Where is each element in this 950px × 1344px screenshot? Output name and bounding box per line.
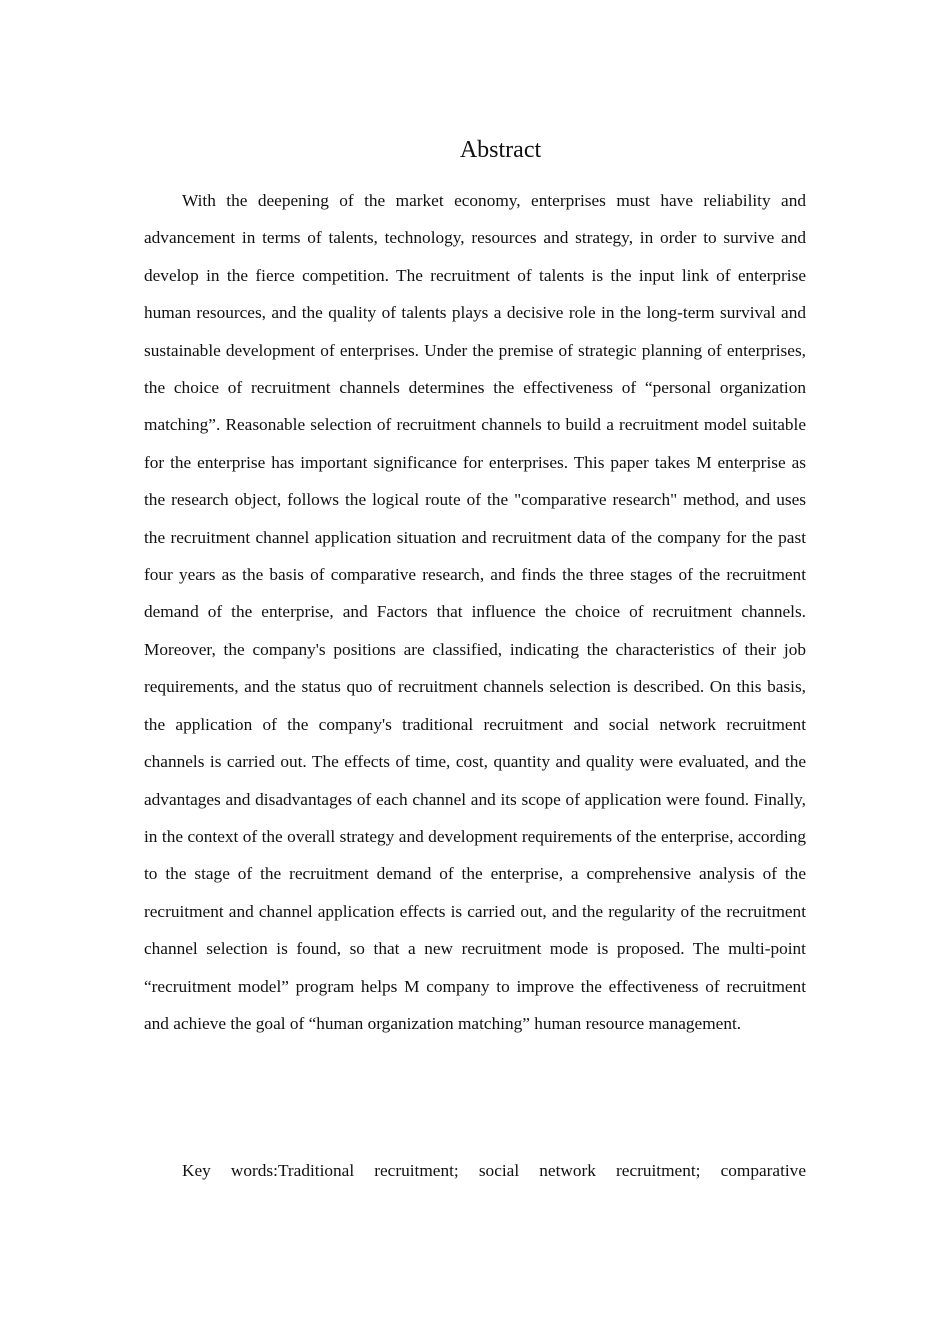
abstract-paragraph: With the deepening of the market economy, enterprises must have reliability and advancement in terms of talents, technology, resources and strategy, in order to survive and develop in the fierce competition. The recruitment of talents is the input link of enterprise human resources, and the quality of talents plays a decisive role in the long-term survival and sustainable development of enterprises. Under the premise of strategic planning of enterprises, the choice of recruitment channels determines the effectiveness of “personal organization matching”. Reasonable selection of recruitment channels to build a recruitment model suitable for the enterprise has important significance for enterprises. This paper takes M enterprise as the research object, follows the logical route of the "comparative research" method, and uses the recruitment channel application situation and recruitment data of the company for the past four years as the basis of comparative research, and finds the three stages of the recruitment demand of the enterprise, and Factors that influence the choice of recruitment channels. Moreover, the company's positions are classified, indicating the characteristics of their job requirements, and the status quo of recruitment channels selection is described. On this basis, the application of the company's traditional recruitment and social network recruitment channels is carried out. The effects of time, cost, quantity and quality were evaluated, and the advantages and disadvantages of each channel and its scope of application were found. Finally, in the context of the overall strategy and development requirements of the enterprise, according to the stage of the recruitment demand of the enterprise, a comprehensive analysis of the recruitment and channel application effects is carried out, and the regularity of the recruitment channel selection is found, so that a new recruitment mode is proposed. The multi-point “recruitment model” program helps M company to improve the effectiveness of recruitment and achieve the goal of “human organization matching” human resource management. <box>144 191 806 1033</box>
abstract-body <box>144 182 806 1042</box>
keywords-line: Key words:Traditional recruitment; social network recruitment; comparative <box>182 1161 806 1180</box>
abstract-title: Abstract <box>459 137 542 163</box>
